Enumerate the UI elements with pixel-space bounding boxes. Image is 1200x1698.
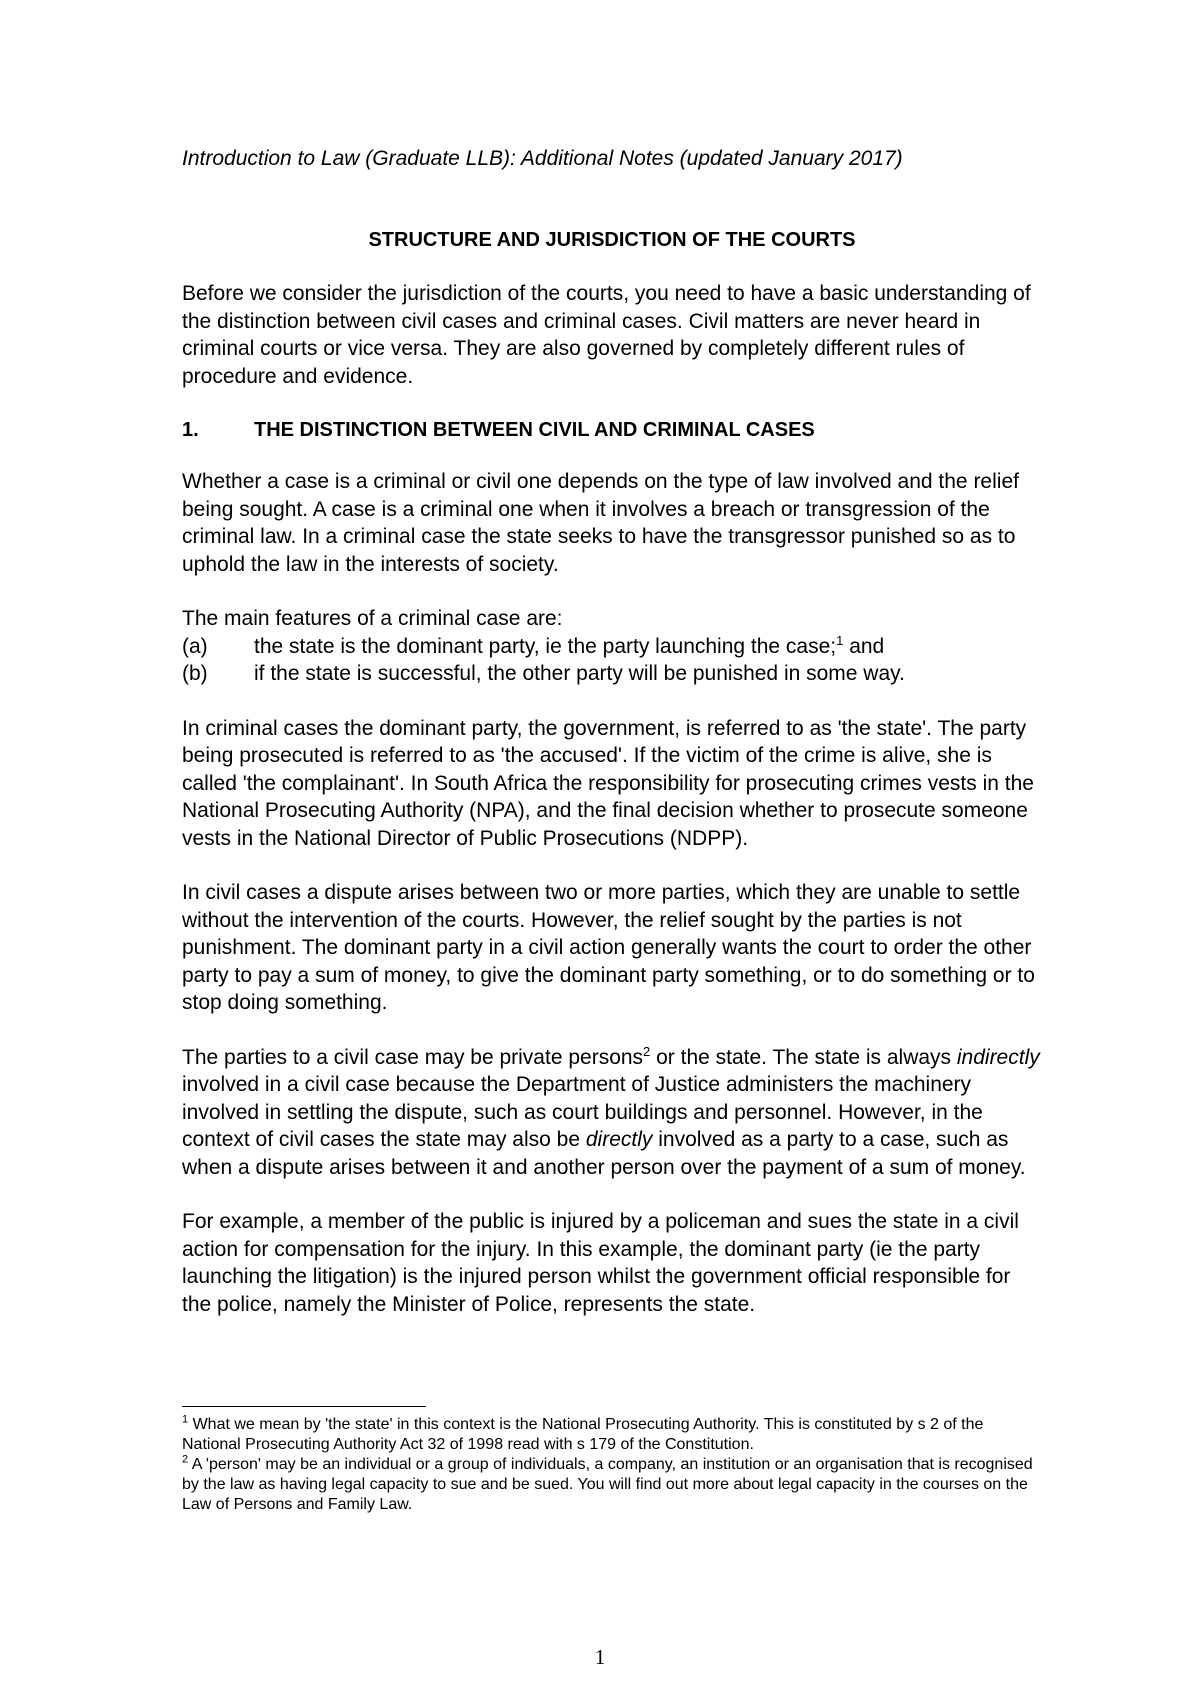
features-list: [182, 633, 1042, 688]
footnote-number: 2: [182, 1453, 189, 1466]
list-text: if the state is successful, the other party will be punished in some way.: [254, 662, 905, 685]
footnote-number: 1: [182, 1413, 189, 1426]
main-heading: STRUCTURE AND JURISDICTION OF THE COURTS: [368, 229, 856, 251]
civil-paragraph: In civil cases a dispute arises between two or more parties, which they are unable to settle without the intervention of the courts. However, the relief sought by the parties is not punishment. The dominant party in a civil action generally wants the court to order the other party to pay a sum of money, to give the dominant party something, or to do something or to stop doing something.: [182, 881, 1035, 1014]
list-label: (a): [182, 634, 208, 658]
list-item: [182, 633, 1042, 661]
intro-paragraph: Before we consider the jurisdiction of the courts, you need to have a basic understanding of the distinction between civil cases and criminal cases. Civil matters are never heard in criminal courts or vice versa. They are also governed by completely different rules of procedure and evidence.: [182, 282, 1031, 388]
case-type-paragraph: Whether a case is a criminal or civil one depends on the type of law involved and the relief being sought. A case is a criminal one when it involves a breach or transgression of the criminal law. In a criminal case the state seeks to have the transgressor punished so as to uphold the law in the interests of society.: [182, 470, 1019, 576]
footnotes: [182, 1415, 1042, 1515]
page-number: 1: [594, 1645, 606, 1669]
parties-paragraph: The parties to a civil case may be private persons$^2$ or the state. The state is always indirectly involved in a civil case because the Department of Justice administers the machinery involved in settling the dispute, such as court buildings and personnel. However, in the context of civil cases the state may also be directly involved as a party to a case, such as when a dispute arises between it and another person over the payment of a sum of money.: [182, 1043, 1040, 1179]
section-title: THE DISTINCTION BETWEEN CIVIL AND CRIMINAL CASES: [254, 419, 815, 441]
footnote: $^1$ What we mean by 'the state' in this context is the National Prosecuting Authority. This is constituted by s 2 of the National Prosecuting Authority Act 32 of 1998 read with s 179 of the Constitution.: [182, 1413, 984, 1453]
footnote-ref[interactable]: 2: [643, 1043, 651, 1059]
list-label: (b): [182, 662, 208, 685]
list-text: the state is the dominant party, ie the party launching the case;$^1$ and: [254, 632, 885, 658]
footnote: $^2$ A 'person' may be an individual or a group of individuals, a company, an institution or an organisation that is recognised by the law as having legal capacity to sue and be sued. You will find out more about legal capacity in the courses on the Law of Persons and Family Law.: [182, 1453, 1033, 1513]
footnote-ref[interactable]: 1: [836, 632, 844, 648]
list-item: [182, 660, 1042, 688]
features-intro: The main features of a criminal case are:: [182, 607, 563, 630]
example-paragraph: For example, a member of the public is injured by a policeman and sues the state in a civil action for compensation for the injury. In this example, the dominant party (ie the party launching the litigation) is the injured person whilst the government official responsible for the police, namely the Minister of Police, represents the state.: [182, 1210, 1019, 1316]
page-body: [182, 145, 1042, 1318]
section-number: 1.: [182, 419, 199, 441]
criminal-paragraph: In criminal cases the dominant party, the government, is referred to as 'the state'. The party being prosecuted is referred to as 'the accused'. If the victim of the crime is alive, she is called 'the complainant'. In South Africa the responsibility for prosecuting crimes vests in the National Prosecuting Authority (NPA), and the final decision whether to prosecute someone vests in the National Director of Public Prosecutions (NDPP).: [182, 716, 1034, 850]
section-1-heading: [182, 416, 1042, 444]
footnote-separator: [182, 1406, 426, 1407]
document-subtitle: Introduction to Law (Graduate LLB): Additional Notes (updated January 2017): [182, 147, 903, 170]
